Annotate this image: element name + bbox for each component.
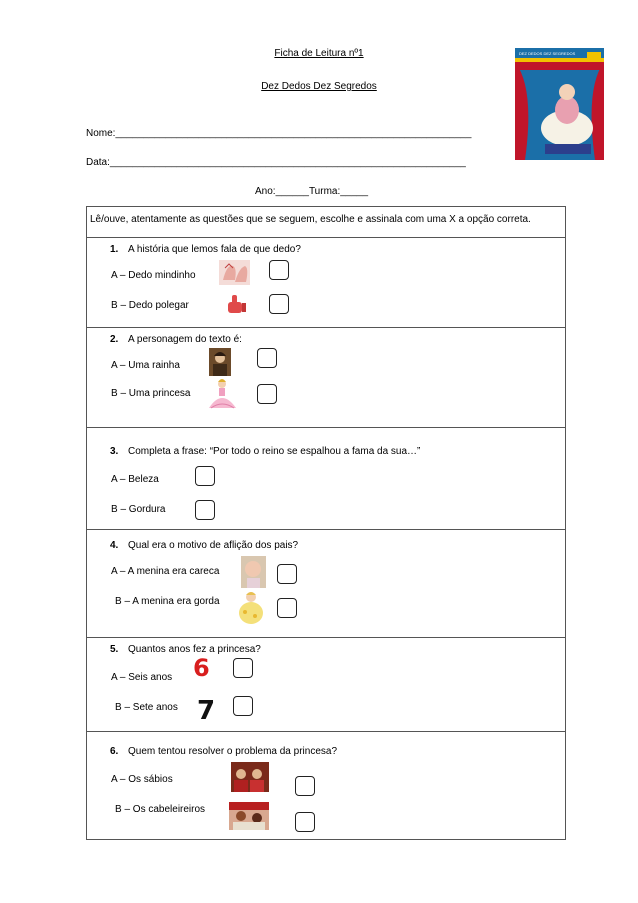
- question-3-checkbox-a[interactable]: [195, 466, 215, 486]
- question-4-row: [87, 529, 565, 638]
- question-3-checkbox-b[interactable]: [195, 500, 215, 520]
- question-3-row: [87, 427, 565, 530]
- year-class-field[interactable]: Ano:______Turma:_____: [255, 186, 369, 197]
- question-1-option-a: A – Dedo mindinho: [111, 270, 196, 281]
- number-seven-image: 7: [197, 696, 216, 726]
- cover-title: DEZ DEDOS DEZ SEGREDOS: [519, 51, 576, 56]
- question-4-option-a: A – A menina era careca: [111, 566, 220, 577]
- question-1: 1. A história que lemos fala de que dedo?: [110, 244, 301, 255]
- instructions-row: [87, 207, 565, 237]
- question-4: 4. Qual era o motivo de aflição dos pais?: [110, 540, 299, 551]
- worksheet-title: Ficha de Leitura nº1: [274, 48, 364, 59]
- question-5: 5. Quantos anos fez a princesa?: [110, 644, 261, 655]
- question-3: 3. Completa a frase: “Por todo o reino se espalhou a fama da sua…”: [110, 446, 421, 457]
- question-2-option-a: A – Uma rainha: [111, 360, 180, 371]
- question-6-checkbox-b[interactable]: [295, 812, 315, 832]
- question-6-option-b: B – Os cabeleireiros: [115, 804, 206, 815]
- number-six-image: 6: [193, 654, 210, 682]
- book-title: Dez Dedos Dez Segredos: [261, 81, 377, 92]
- question-6-row: [87, 731, 565, 840]
- question-4-checkbox-b[interactable]: [277, 598, 297, 618]
- question-5-option-a: A – Seis anos: [111, 672, 173, 683]
- question-4-option-b: B – A menina era gorda: [115, 596, 220, 607]
- question-1-row: [87, 237, 565, 328]
- question-2-option-b: B – Uma princesa: [111, 388, 191, 399]
- question-5-checkbox-b[interactable]: [233, 696, 253, 716]
- question-6: 6. Quem tentou resolver o problema da princesa?: [110, 746, 338, 757]
- question-6-checkbox-a[interactable]: [295, 776, 315, 796]
- question-5-row: [87, 637, 565, 732]
- question-2-checkbox-b[interactable]: [257, 384, 277, 404]
- name-field[interactable]: Nome:________________________________________________________________: [86, 128, 472, 139]
- question-2: 2. A personagem do texto é:: [110, 334, 242, 345]
- book-cover-image: [515, 48, 604, 160]
- question-5-checkbox-a[interactable]: [233, 658, 253, 678]
- question-4-checkbox-a[interactable]: [277, 564, 297, 584]
- question-1-checkbox-a[interactable]: [269, 260, 289, 280]
- question-1-option-b: B – Dedo polegar: [111, 300, 189, 311]
- queen-portrait-image: [209, 348, 231, 376]
- question-1-checkbox-b[interactable]: [269, 294, 289, 314]
- questions-table: [86, 206, 566, 840]
- princess-image: [205, 378, 240, 414]
- wise-men-image: [231, 762, 269, 792]
- question-6-option-a: A – Os sábios: [111, 774, 173, 785]
- thumbs-up-icon: [225, 292, 249, 316]
- bald-girl-image: [241, 556, 266, 588]
- question-3-option-a: A – Beleza: [111, 474, 159, 485]
- hairdressers-image: [229, 802, 269, 830]
- chubby-girl-image: [237, 590, 265, 624]
- question-2-checkbox-a[interactable]: [257, 348, 277, 368]
- question-2-row: [87, 327, 565, 428]
- pinky-finger-icon: [219, 260, 250, 285]
- date-field[interactable]: Data:________________________________________________________________: [86, 157, 466, 168]
- question-5-option-b: B – Sete anos: [115, 702, 178, 713]
- instructions-text: Lê/ouve, atentamente as questões que se seguem, escolhe e assinala com uma X a opção correta.: [90, 214, 531, 225]
- question-3-option-b: B – Gordura: [111, 504, 166, 515]
